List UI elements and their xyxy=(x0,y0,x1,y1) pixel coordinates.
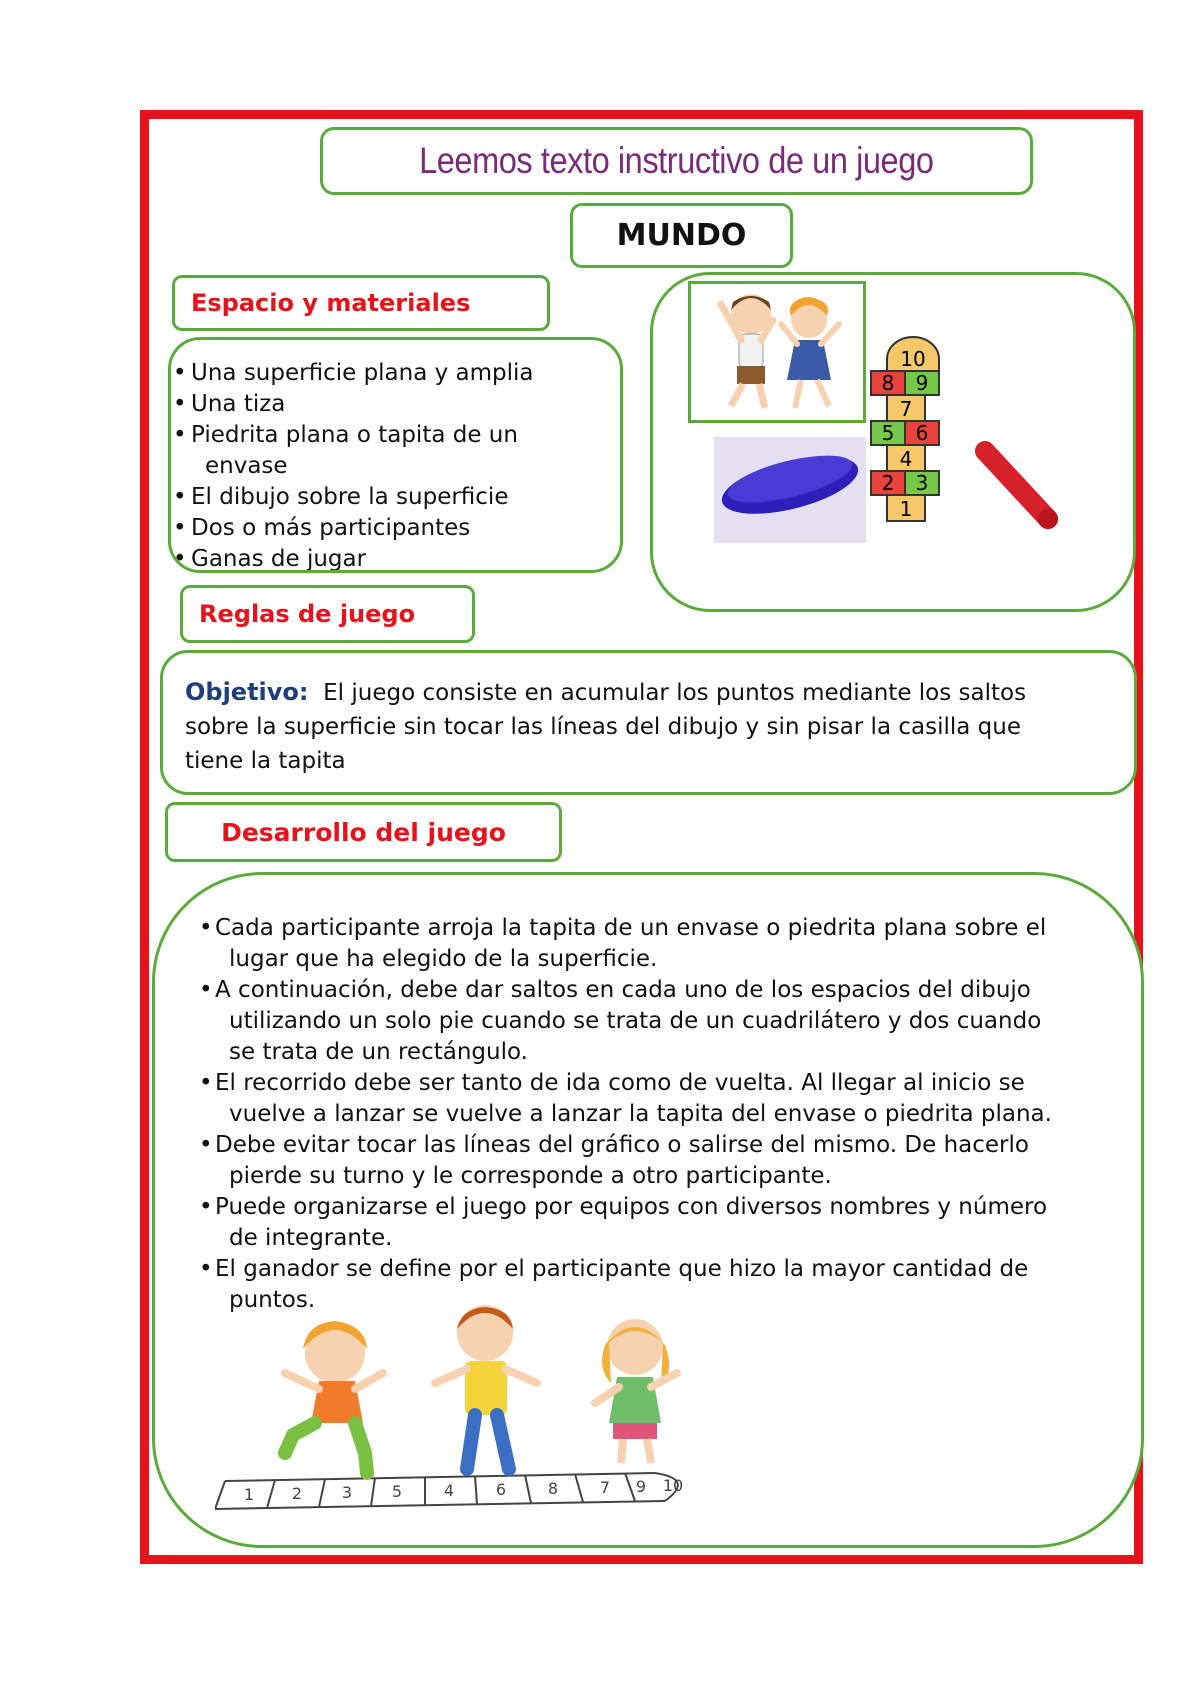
list-item: • Una tiza xyxy=(171,389,612,420)
objective-line: sobre la superficie sin tocar las líneas del dibujo y sin pisar la casilla que xyxy=(185,714,1021,740)
hop-number: 7 xyxy=(899,397,913,421)
hop-number: 6 xyxy=(915,421,929,445)
development-list xyxy=(185,913,1101,1316)
development-box xyxy=(152,872,1144,1548)
objective-line: tiene la tapita xyxy=(185,748,346,774)
kids-playing-hopscotch-illustration xyxy=(215,1303,735,1523)
list-item: • Dos o más participantes xyxy=(171,513,612,544)
floor-number: 10 xyxy=(662,1476,684,1495)
hop-number: 5 xyxy=(881,421,895,445)
objective-label: Objetivo: xyxy=(185,678,309,706)
materials-images-box xyxy=(650,272,1136,612)
desarrollo-heading: Desarrollo del juego xyxy=(165,802,562,862)
floor-number: 3 xyxy=(341,1483,353,1502)
hop-number: 4 xyxy=(899,447,913,471)
floor-number: 5 xyxy=(391,1482,403,1501)
floor-number: 2 xyxy=(291,1484,303,1503)
hop-number: 9 xyxy=(915,371,929,395)
floor-number: 9 xyxy=(635,1477,647,1496)
hop-number: 2 xyxy=(881,471,895,495)
list-item: • Debe evitar tocar las líneas del gráfico o salirse del mismo. De hacerlo pierde su turno y le corresponde a otro participante. xyxy=(185,1130,1101,1192)
list-item: • Puede organizarse el juego por equipos con diversos nombres y número de integrante. xyxy=(185,1192,1101,1254)
list-item: • Cada participante arroja la tapita de un envase o piedrita plana sobre el lugar que ha elegido de la superficie. xyxy=(185,913,1101,975)
list-item: • Piedrita plana o tapita de un envase xyxy=(171,420,612,482)
floor-number: 7 xyxy=(599,1478,611,1497)
list-item: • El ganador se define por el participante que hizo la mayor cantidad de puntos. xyxy=(185,1254,1101,1316)
hop-number: 1 xyxy=(899,497,913,521)
objective-box xyxy=(160,650,1137,795)
floor-number: 4 xyxy=(443,1481,455,1500)
list-item: • El dibujo sobre la superficie xyxy=(171,482,612,513)
chalk-image xyxy=(985,451,1058,529)
page-title: Leemos texto instructivo de un juego xyxy=(320,127,1033,195)
reglas-heading: Reglas de juego xyxy=(180,585,475,643)
hopscotch-diagram xyxy=(871,337,939,521)
hop-number: 10 xyxy=(900,347,926,371)
list-item: • A continuación, debe dar saltos en cada uno de los espacios del dibujo utilizando un solo pie cuando se trata de un cuadrilátero y dos cuando se trata de un rectángulo. xyxy=(185,975,1101,1068)
floor-number: 6 xyxy=(495,1480,507,1499)
list-item: • Ganas de jugar xyxy=(171,544,612,573)
floor-number: 1 xyxy=(243,1485,255,1504)
list-item: • El recorrido debe ser tanto de ida como de vuelta. Al llegar al inicio se vuelve a lanzar se vuelve a lanzar la tapita del envase o piedrita plana. xyxy=(185,1068,1101,1130)
objective-line: Objetivo: El juego consiste en acumular los puntos mediante los saltos xyxy=(185,678,1027,706)
hop-number: 3 xyxy=(915,471,929,495)
hop-number: 8 xyxy=(881,371,895,395)
espacio-heading: Espacio y materiales xyxy=(172,275,550,331)
list-item: • Una superficie plana y amplia xyxy=(171,358,612,389)
materials-box xyxy=(168,337,623,573)
floor-number: 8 xyxy=(547,1479,559,1498)
materials-list xyxy=(171,358,612,573)
game-name: MUNDO xyxy=(570,203,793,268)
